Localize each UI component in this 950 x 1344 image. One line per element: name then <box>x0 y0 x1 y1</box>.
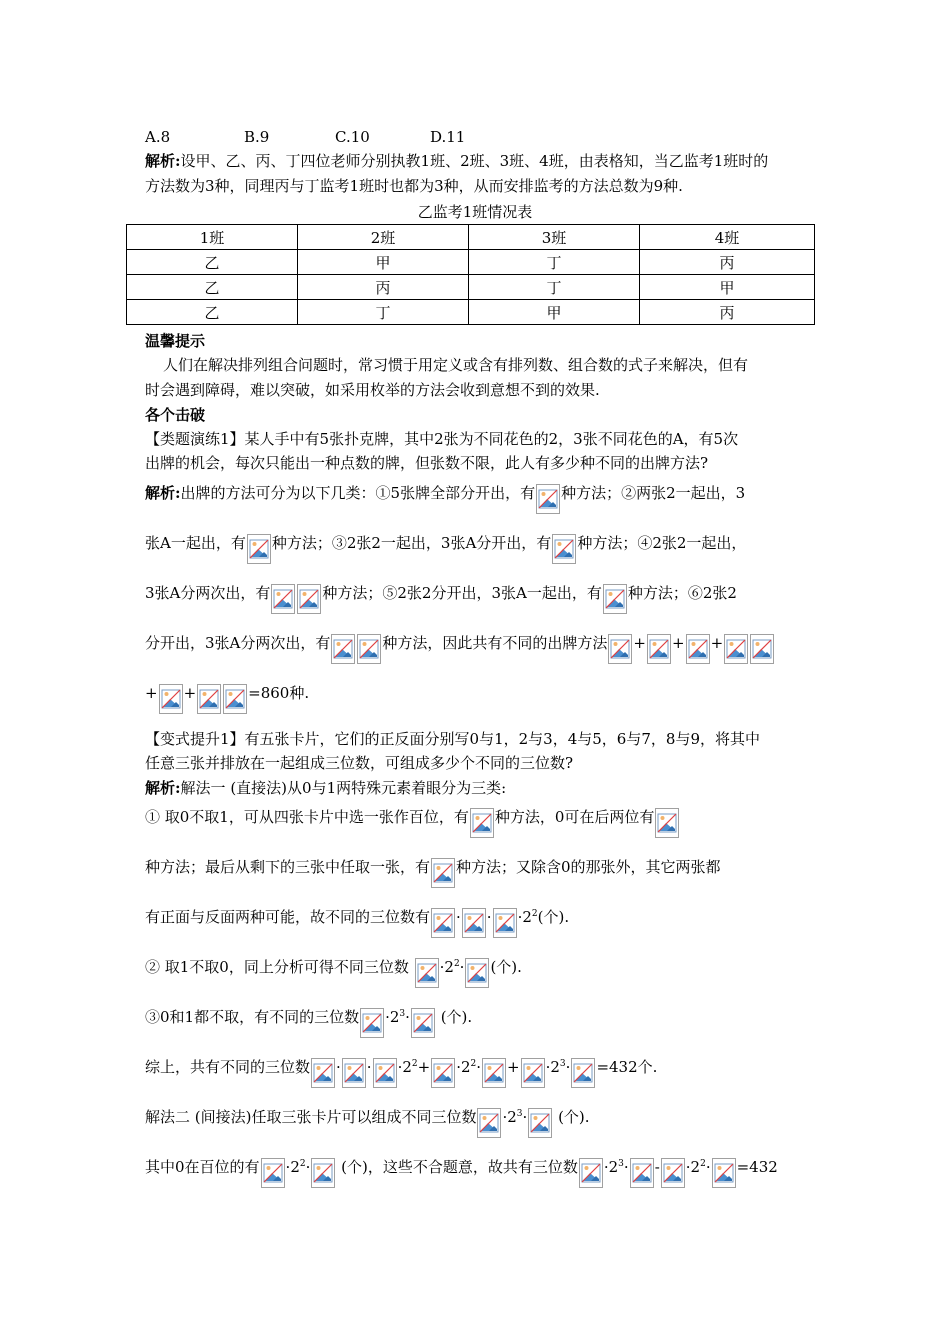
solution-text: 种方法；④2张2一起出， <box>577 534 747 552</box>
table-header: 3班 <box>469 225 640 250</box>
solution-text: 解法一 (直接法)从0与1两特殊元素着眼分为三类: <box>180 779 507 797</box>
tip-title: 温馨提示 <box>145 332 206 350</box>
formula-image-icon <box>462 908 486 938</box>
formula-image-icon <box>431 908 455 938</box>
solution-text: 种方法；又除含0的那张外，其它两张都 <box>456 858 721 876</box>
solution-text: 种方法，0可在后两位有 <box>494 808 655 826</box>
plus-sign: + <box>183 684 197 702</box>
solution-text: (个). <box>435 1008 473 1026</box>
solution-text: 其中0在百位的有 <box>145 1158 260 1176</box>
formula-image-icon <box>647 634 671 664</box>
solution-text: 种方法；③2张2一起出，3张A分开出，有 <box>271 534 552 552</box>
solution-text: ·2 <box>439 958 454 976</box>
exponent: 2 <box>531 909 538 919</box>
table-cell: 乙 <box>127 275 298 300</box>
result-text: =432 <box>736 1158 778 1176</box>
formula-image-icon <box>521 1058 545 1088</box>
plus-sign: + <box>633 634 646 652</box>
solution-text: 种方法；⑥2张2 <box>627 584 737 602</box>
dot-operator: · <box>705 1158 711 1176</box>
analysis-text: 设甲、乙、丙、丁四位老师分别执教1班、2班、3班、4班，由表格知，当乙监考1班时的 <box>180 152 769 170</box>
plus-sign: + <box>507 1058 520 1076</box>
table-cell: 丙 <box>640 250 815 275</box>
answer-options <box>145 126 465 148</box>
solution-text: ·2 <box>502 1108 517 1126</box>
dot-operator: · <box>456 908 461 926</box>
case-2-line <box>145 956 522 988</box>
formula-image-icon <box>493 908 517 938</box>
formula-image-icon <box>197 684 221 714</box>
exponent: 3 <box>399 1009 406 1019</box>
method-two-line <box>145 1106 590 1138</box>
exercise-solution-line-4 <box>145 632 775 664</box>
dot-operator: · <box>366 1058 372 1076</box>
solution-text: 解法二 (间接法)任取三张卡片可以组成不同三位数 <box>145 1108 477 1126</box>
plus-sign: + <box>417 1058 431 1076</box>
table-header-row <box>127 225 815 250</box>
formula-image-icon <box>552 534 576 564</box>
formula-image-icon <box>360 1008 384 1038</box>
formula-image-icon <box>223 684 247 714</box>
table-row <box>127 275 815 300</box>
solution-text: ② 取1不取0，同上分析可得不同三位数 <box>145 958 414 976</box>
formula-image-icon <box>470 808 494 838</box>
option-b: B.9 <box>244 128 270 146</box>
table-cell: 甲 <box>640 275 815 300</box>
formula-image-icon <box>686 634 710 664</box>
formula-image-icon <box>297 584 321 614</box>
solution-text: 有正面与反面两种可能，故不同的三位数有 <box>145 908 431 926</box>
formula-image-icon <box>661 1158 685 1188</box>
table-cell: 丁 <box>469 250 640 275</box>
dot-operator: · <box>405 1008 410 1026</box>
formula-image-icon <box>373 1058 397 1088</box>
solution-text: 3张A分两次出，有 <box>145 584 271 602</box>
table-header: 2班 <box>298 225 469 250</box>
exponent: 2 <box>411 1059 418 1069</box>
supervision-table <box>126 224 815 325</box>
formula-image-icon <box>603 584 627 614</box>
solution-text: (个). <box>537 908 570 926</box>
exercise-line-1: 【类题演练1】某人手中有5张扑克牌，其中2张为不同花色的2，3张不同花色的A，有5次 <box>145 430 739 448</box>
final-line <box>145 1156 778 1188</box>
table-cell: 乙 <box>127 250 298 275</box>
formula-image-icon <box>159 684 183 714</box>
solution-text: ③0和1都不取，有不同的三位数 <box>145 1008 360 1026</box>
solution-text: 出牌的方法可分为以下几类：①5张牌全部分开出，有 <box>180 484 536 502</box>
dot-operator: · <box>476 1058 482 1076</box>
exercise-line-2: 出牌的机会，每次只能出一种点数的牌，但张数不限，此人有多少种不同的出牌方法? <box>145 454 709 472</box>
table-row <box>127 300 815 325</box>
table-header: 1班 <box>127 225 298 250</box>
solution-text: ·2 <box>285 1158 300 1176</box>
formula-image-icon <box>415 958 439 988</box>
table-cell: 丁 <box>469 275 640 300</box>
case-3-line <box>145 1006 472 1038</box>
formula-image-icon <box>536 484 560 514</box>
solution-text: ·2 <box>385 1008 400 1026</box>
solution-text: ·2 <box>456 1058 471 1076</box>
dot-operator: · <box>486 908 492 926</box>
solution-text: ① 取0不取1，可从四张卡片中选一张作百位，有 <box>145 808 469 826</box>
option-c: C.10 <box>335 128 370 146</box>
table-cell: 丙 <box>298 275 469 300</box>
case-1-line-1 <box>145 806 680 838</box>
table-cell: 甲 <box>469 300 640 325</box>
dot-operator: · <box>336 1058 341 1076</box>
plus-sign: + <box>145 684 158 702</box>
analysis-label: 解析: <box>145 152 181 170</box>
variant-line-2: 任意三张并排放在一起组成三位数，可组成多少个不同的三位数? <box>145 754 574 772</box>
section-title: 各个击破 <box>145 406 206 424</box>
exponent: 2 <box>299 1159 306 1169</box>
tip-line-1: 人们在解决排列组合问题时，常习惯于用定义或含有排列数、组合数的式子来解决，但有 <box>163 356 749 374</box>
solution-text: ·2 <box>397 1058 412 1076</box>
solution-text: 种方法；②两张2一起出，3 <box>561 484 746 502</box>
solution-text: ·2 <box>685 1158 701 1176</box>
analysis-line-1 <box>145 150 768 172</box>
formula-image-icon <box>750 634 774 664</box>
formula-image-icon <box>655 808 679 838</box>
formula-image-icon <box>247 534 271 564</box>
exponent: 2 <box>470 1059 477 1069</box>
exponent: 3 <box>559 1059 566 1069</box>
case-1-line-3 <box>145 906 569 938</box>
exercise-solution-line-2 <box>145 532 746 564</box>
exercise-solution-line-1 <box>145 482 745 514</box>
dot-operator: · <box>623 1158 629 1176</box>
solution-text: 张A一起出，有 <box>145 534 246 552</box>
solution-text: ·2 <box>603 1158 619 1176</box>
table-cell: 乙 <box>127 300 298 325</box>
option-d: D.11 <box>430 128 466 146</box>
tip-line-2: 时会遇到障碍，难以突破，如采用枚举的方法会收到意想不到的效果. <box>145 381 600 399</box>
formula-image-icon <box>342 1058 366 1088</box>
plus-sign: + <box>710 634 724 652</box>
formula-image-icon <box>571 1058 595 1088</box>
table-row <box>127 250 815 275</box>
formula-image-icon <box>630 1158 654 1188</box>
exponent: 2 <box>453 959 460 969</box>
dot-operator: · <box>565 1058 571 1076</box>
table-caption: 乙监考1班情况表 <box>417 203 533 221</box>
variant-method-one <box>145 777 506 799</box>
result-text: =860种. <box>248 684 310 702</box>
dot-operator: · <box>522 1108 528 1126</box>
solution-text: (个). <box>553 1108 590 1126</box>
plus-sign: + <box>671 634 685 652</box>
solution-text: 分开出，3张A分两次出，有 <box>145 634 331 652</box>
formula-image-icon <box>712 1158 736 1188</box>
formula-image-icon <box>271 584 295 614</box>
solution-text: 种方法，因此共有不同的出牌方法 <box>382 634 608 652</box>
result-text: =432个. <box>596 1058 658 1076</box>
minus-sign: - <box>654 1158 660 1176</box>
formula-image-icon <box>724 634 748 664</box>
formula-image-icon <box>608 634 632 664</box>
formula-image-icon <box>431 1058 455 1088</box>
formula-image-icon <box>331 634 355 664</box>
formula-image-icon <box>528 1108 552 1138</box>
analysis-label: 解析: <box>145 779 181 797</box>
table-cell: 丙 <box>640 300 815 325</box>
formula-image-icon <box>311 1158 335 1188</box>
option-a: A.8 <box>145 128 171 146</box>
table-cell: 丁 <box>298 300 469 325</box>
solution-text: ·2 <box>517 908 532 926</box>
table-header: 4班 <box>640 225 815 250</box>
solution-text: 综上，共有不同的三位数 <box>145 1058 311 1076</box>
formula-image-icon <box>579 1158 603 1188</box>
dot-operator: · <box>459 958 465 976</box>
formula-image-icon <box>357 634 381 664</box>
solution-text: 种方法；最后从剩下的三张中任取一张，有 <box>145 858 431 876</box>
dot-operator: · <box>305 1158 311 1176</box>
formula-image-icon <box>482 1058 506 1088</box>
exponent: 3 <box>618 1159 624 1169</box>
variant-line-1: 【变式提升1】有五张卡片，它们的正反面分别写0与1，2与3，4与5，6与7，8与9，将其中 <box>145 730 760 748</box>
solution-text: (个)，这些不合题意，故共有三位数 <box>336 1158 578 1176</box>
analysis-line-2: 方法数为3种，同理丙与丁监考1班时也都为3种，从而安排监考的方法总数为9种. <box>145 177 683 195</box>
formula-image-icon <box>465 958 489 988</box>
formula-image-icon <box>477 1108 501 1138</box>
sum-line <box>145 1056 657 1088</box>
formula-image-icon <box>411 1008 435 1038</box>
case-1-line-2 <box>145 856 721 888</box>
exercise-solution-line-3 <box>145 582 737 614</box>
solution-text: (个). <box>490 958 522 976</box>
formula-image-icon <box>311 1058 335 1088</box>
solution-text: ·2 <box>545 1058 560 1076</box>
exponent: 3 <box>516 1109 523 1119</box>
solution-text: 种方法；⑤2张2分开出，3张A一起出，有 <box>322 584 602 602</box>
formula-image-icon <box>431 858 455 888</box>
formula-image-icon <box>261 1158 285 1188</box>
exercise-solution-line-5 <box>145 682 309 714</box>
analysis-label: 解析: <box>145 484 181 502</box>
table-cell: 甲 <box>298 250 469 275</box>
exponent: 2 <box>700 1159 706 1169</box>
